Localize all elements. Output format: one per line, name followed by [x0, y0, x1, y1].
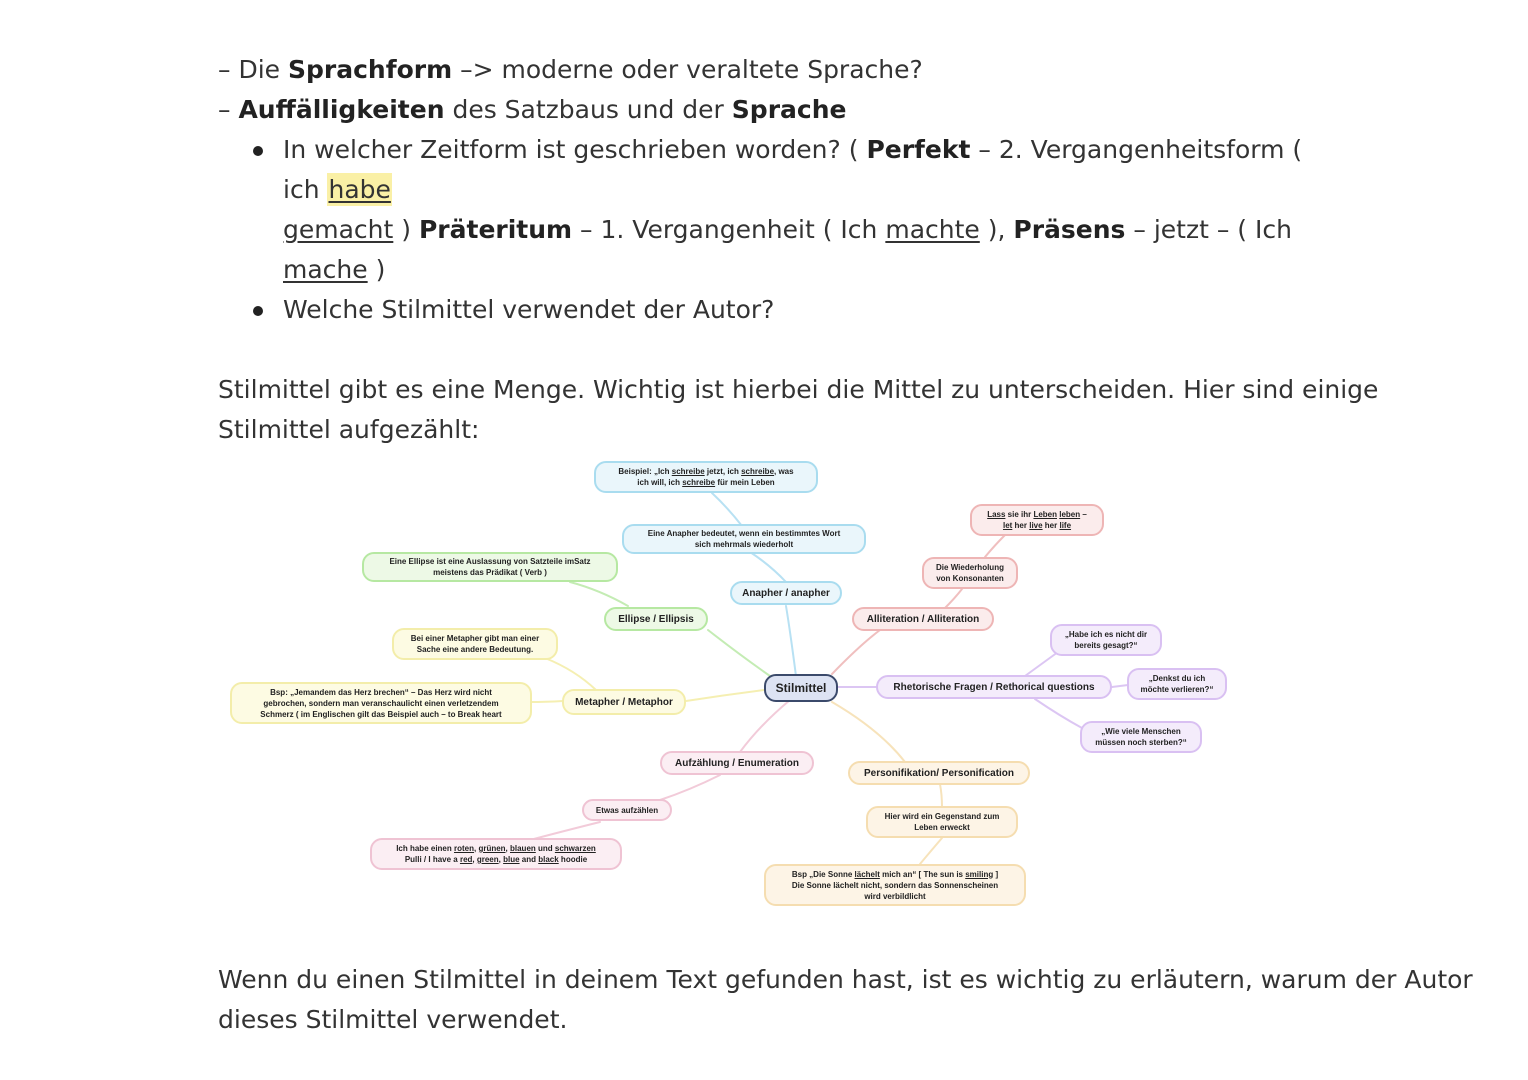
text-part: –: [1082, 510, 1087, 519]
paragraph-line: Stilmittel aufgezählt:: [218, 415, 480, 444]
connector-rhetorical-q1: [1025, 652, 1058, 676]
text-part: hoodie: [558, 855, 588, 864]
rhetorical-questions-node: Rhetorische Fragen / Rethorical questions: [876, 675, 1112, 699]
text-part: her: [1042, 521, 1060, 530]
underlined-word: blauen: [510, 844, 536, 853]
paragraph-line: Stilmittel gibt es eine Menge. Wichtig ist hierbei die Mittel zu unterscheiden. Hier sind einige: [218, 375, 1379, 404]
bold-term: Präsens: [1013, 215, 1126, 244]
underlined-word: gemacht: [283, 215, 394, 244]
bold-term: Sprachform: [287, 55, 453, 84]
bold-term: Sprache: [731, 95, 847, 124]
personification-definition-node: Hier wird ein Gegenstand zum Leben erweckt: [866, 806, 1018, 838]
enumeration-definition-node: Etwas aufzählen: [582, 799, 672, 821]
line-text: ): [393, 215, 419, 244]
personification-node: Personifikation/ Personification: [848, 761, 1030, 785]
line-text: Welche Stilmittel verwendet der Autor?: [283, 295, 775, 324]
underlined-word: green: [476, 855, 499, 864]
ellipsis-node: Ellipse / Ellipsis: [604, 607, 708, 631]
line-text: – 1. Vergangenheit ( Ich: [572, 215, 886, 244]
paragraph-line: dieses Stilmittel verwendet.: [218, 1005, 568, 1034]
text-part: ,: [472, 855, 477, 864]
text-part: ,: [498, 855, 504, 864]
underlined-word: machte: [885, 215, 980, 244]
text-part: ] Die Sonne lächelt nicht, sondern das Sonnenscheinen wird verbildlicht: [791, 869, 999, 901]
underlined-word: live: [1029, 521, 1043, 530]
connector-ellipsis: [708, 630, 770, 676]
underlined-word: red: [459, 855, 473, 864]
bold-term: Auffälligkeiten: [238, 95, 445, 124]
rhetorical-question-3-node: „Wie viele Menschen müssen noch sterben?“: [1080, 721, 1202, 753]
metaphor-example-node: Bsp: „Jemandem das Herz brechen“ – Das Herz wird nicht gebrochen, sondern man veranschaulicht einen verletzendem Schmerz ( im Englischen gilt das Beispiel auch – to Break heart: [230, 682, 532, 724]
text-part: Bsp „Die Sonne: [791, 869, 855, 879]
conclusion-paragraph: [218, 960, 1473, 1040]
text-part: sie ihr: [1005, 510, 1034, 519]
bold-term: Perfekt: [866, 135, 971, 164]
connector-personification: [832, 702, 905, 762]
line-text: – 2. Vergangenheitsform ( ich: [283, 135, 1303, 204]
connector-rhetorical-q2: [1112, 685, 1128, 687]
connector-anaphora-def: [750, 552, 786, 582]
anaphora-definition-node: Eine Anapher bedeutet, wenn ein bestimmtes Wort sich mehrmals wiederholt: [622, 524, 866, 554]
line-text: –> moderne oder veraltete Sprache?: [452, 55, 923, 84]
text-part: her: [1012, 521, 1030, 530]
line-text: ): [367, 255, 386, 284]
line-text: – jetzt – ( Ich: [1125, 215, 1292, 244]
line-text: des Satzbaus und der: [444, 95, 732, 124]
personification-example-node: [764, 864, 1026, 906]
text-part: Pulli / I have a: [404, 855, 458, 864]
metaphor-definition-node: Bei einer Metapher gibt man einer Sache eine andere Bedeutung.: [392, 628, 558, 660]
underlined-word: lächelt: [854, 869, 880, 879]
connector-rhetorical-q3: [1035, 699, 1082, 728]
connector-personification-ex: [920, 838, 942, 864]
underlined-word: grünen: [478, 844, 506, 853]
paragraph-line: Wenn du einen Stilmittel in deinem Text gefunden hast, ist es wichtig zu erläutern, warum der Autor: [218, 965, 1473, 994]
underlined-word: blue: [503, 855, 520, 864]
line-text: – Die: [218, 55, 288, 84]
underlined-word: leben: [1059, 510, 1081, 519]
text-part: and: [519, 855, 539, 864]
text-part: ,: [505, 844, 510, 853]
connector-metaphor: [686, 690, 764, 701]
alliteration-node: Alliteration / Alliteration: [852, 607, 994, 631]
anaphora-node: Anapher / anapher: [730, 581, 842, 605]
text-part: Ich habe einen: [396, 844, 454, 853]
text-part: Beispiel: „Ich: [618, 467, 672, 476]
text-part: für mein Leben: [715, 478, 775, 487]
connector-anaphora: [786, 606, 796, 676]
line-text: –: [218, 95, 239, 124]
connector-metaphor-ex: [530, 701, 563, 702]
alliteration-definition-node: Die Wiederholung von Konsonanten: [922, 557, 1018, 589]
connector-ellipsis-def: [570, 582, 628, 606]
underlined-word: life: [1059, 521, 1072, 530]
connector-alliteration-ex: [985, 535, 1005, 557]
underlined-word: schwarzen: [554, 844, 596, 853]
alliteration-example-node: [970, 504, 1104, 536]
underlined-word: black: [538, 855, 559, 864]
anaphora-example-node: [594, 461, 818, 493]
connector-alliteration: [832, 630, 880, 674]
underlined-word: schreibe: [741, 467, 775, 476]
rhetorical-question-2-node: „Denkst du ich möchte verlieren?“: [1127, 668, 1227, 700]
example-text: [987, 509, 1087, 531]
highlighted-word: habe: [328, 175, 391, 204]
underlined-word: Leben: [1033, 510, 1057, 519]
underlined-word: mache: [283, 255, 368, 284]
underlined-word: schreibe: [682, 478, 716, 487]
underlined-word: let: [1002, 521, 1013, 530]
underlined-word: smiling: [965, 869, 994, 879]
rhetorical-question-1-node: „Habe ich es nicht dir bereits gesagt?“: [1050, 624, 1162, 656]
text-part: und: [535, 844, 555, 853]
text-part: ,: [473, 844, 479, 853]
text-part: , was ich will, ich: [637, 467, 794, 487]
text-part: mich an“ [ The sun is: [879, 869, 966, 879]
connector-enumeration-def: [660, 775, 720, 800]
example-text: [618, 466, 793, 488]
line-text: In welcher Zeitform ist geschrieben worden? (: [283, 135, 867, 164]
line-text: ),: [979, 215, 1014, 244]
example-text: [792, 869, 998, 902]
enumeration-node: Aufzählung / Enumeration: [660, 751, 814, 775]
connector-metaphor-def: [545, 658, 596, 690]
example-text: [396, 843, 596, 865]
underlined-word: roten: [453, 844, 474, 853]
bold-term: Präteritum: [418, 215, 573, 244]
connector-personification-def: [940, 784, 942, 807]
mindmap-center-node: Stilmittel: [764, 674, 838, 702]
connector-anaphora-ex: [712, 493, 742, 526]
connector-enumeration: [740, 700, 790, 752]
text-part: jetzt, ich: [704, 467, 742, 476]
underlined-word: Lass: [987, 510, 1006, 519]
enumeration-example-node: [370, 838, 622, 870]
underlined-word: schreibe: [671, 467, 705, 476]
metaphor-node: Metapher / Metaphor: [562, 689, 686, 715]
connector-alliteration-def: [945, 589, 962, 608]
ellipsis-definition-node: Eine Ellipse ist eine Auslassung von Satzteile imSatz meistens das Prädikat ( Verb ): [362, 552, 618, 582]
